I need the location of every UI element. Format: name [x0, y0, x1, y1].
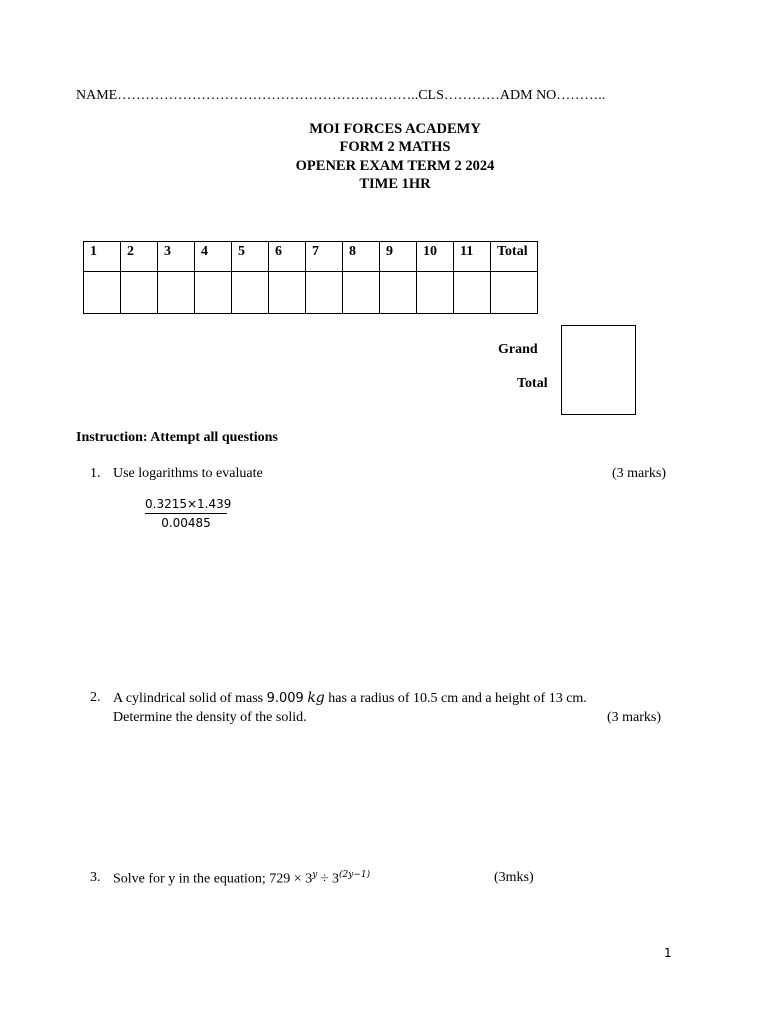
question-3-equation-mid: ÷ 3 [317, 871, 339, 887]
grand-total-label-line2: Total [517, 376, 548, 391]
grand-total-label-line1: Grand [498, 342, 538, 357]
score-col-1: 1 [84, 242, 121, 272]
question-1-number: 1. [90, 466, 101, 481]
question-3-equation-start: Solve for y in the equation; 729 × 3 [113, 871, 313, 887]
score-col-3: 3 [158, 242, 195, 272]
score-cell[interactable] [343, 272, 380, 314]
score-col-6: 6 [269, 242, 306, 272]
question-3-marks: (3mks) [494, 870, 534, 885]
score-cell[interactable] [232, 272, 269, 314]
score-col-7: 7 [306, 242, 343, 272]
exam-title: OPENER EXAM TERM 2 2024 [295, 158, 495, 174]
score-col-4: 4 [195, 242, 232, 272]
question-2-line1 [113, 690, 587, 707]
form-title: FORM 2 MATHS [339, 139, 451, 155]
exam-time: TIME 1HR [359, 176, 431, 192]
score-cell[interactable] [121, 272, 158, 314]
score-cell[interactable] [454, 272, 491, 314]
question-2-mass-unit: kg [307, 690, 325, 706]
question-2-text-after: has a radius of 10.5 cm and a height of 13 cm. [324, 691, 587, 706]
question-2-line2: Determine the density of the solid. [113, 710, 307, 725]
score-cell[interactable] [306, 272, 343, 314]
question-2-marks: (3 marks) [607, 710, 662, 725]
school-name: MOI FORCES ACADEMY [309, 121, 481, 137]
question-3-exponent-1: y [312, 870, 318, 880]
score-cell-total[interactable] [491, 272, 538, 314]
score-col-10: 10 [417, 242, 454, 272]
score-cell[interactable] [195, 272, 232, 314]
score-cell[interactable] [158, 272, 195, 314]
score-table-header-row [84, 242, 538, 272]
question-1-marks: (3 marks) [612, 466, 667, 481]
score-table-entry-row [84, 272, 538, 314]
score-col-11: 11 [454, 242, 491, 272]
question-1-text: Use logarithms to evaluate [113, 466, 263, 481]
fraction-numerator: 0.3215×1.439 [145, 497, 227, 514]
student-details-line: NAME………………………………………………………..CLS…………ADM NO……….. [76, 88, 606, 103]
question-3-exponent-2: (2y−1) [338, 870, 371, 880]
question-1-fraction [145, 497, 232, 530]
page-number: 1 [664, 946, 672, 960]
question-2-mass-value: 9.009 [266, 691, 304, 706]
fraction-denominator: 0.00485 [161, 516, 211, 530]
grand-total-box[interactable] [561, 325, 636, 415]
score-table [83, 241, 538, 314]
question-2-text-before: A cylindrical solid of mass [113, 691, 267, 706]
score-cell[interactable] [269, 272, 306, 314]
score-col-8: 8 [343, 242, 380, 272]
score-cell[interactable] [417, 272, 454, 314]
score-col-total: Total [491, 242, 538, 272]
instruction: Instruction: Attempt all questions [76, 430, 278, 445]
question-2-number: 2. [90, 690, 101, 705]
score-col-2: 2 [121, 242, 158, 272]
score-cell[interactable] [380, 272, 417, 314]
question-3-text [113, 870, 370, 888]
score-cell[interactable] [84, 272, 121, 314]
score-col-9: 9 [380, 242, 417, 272]
score-col-5: 5 [232, 242, 269, 272]
question-3-number: 3. [90, 870, 101, 885]
